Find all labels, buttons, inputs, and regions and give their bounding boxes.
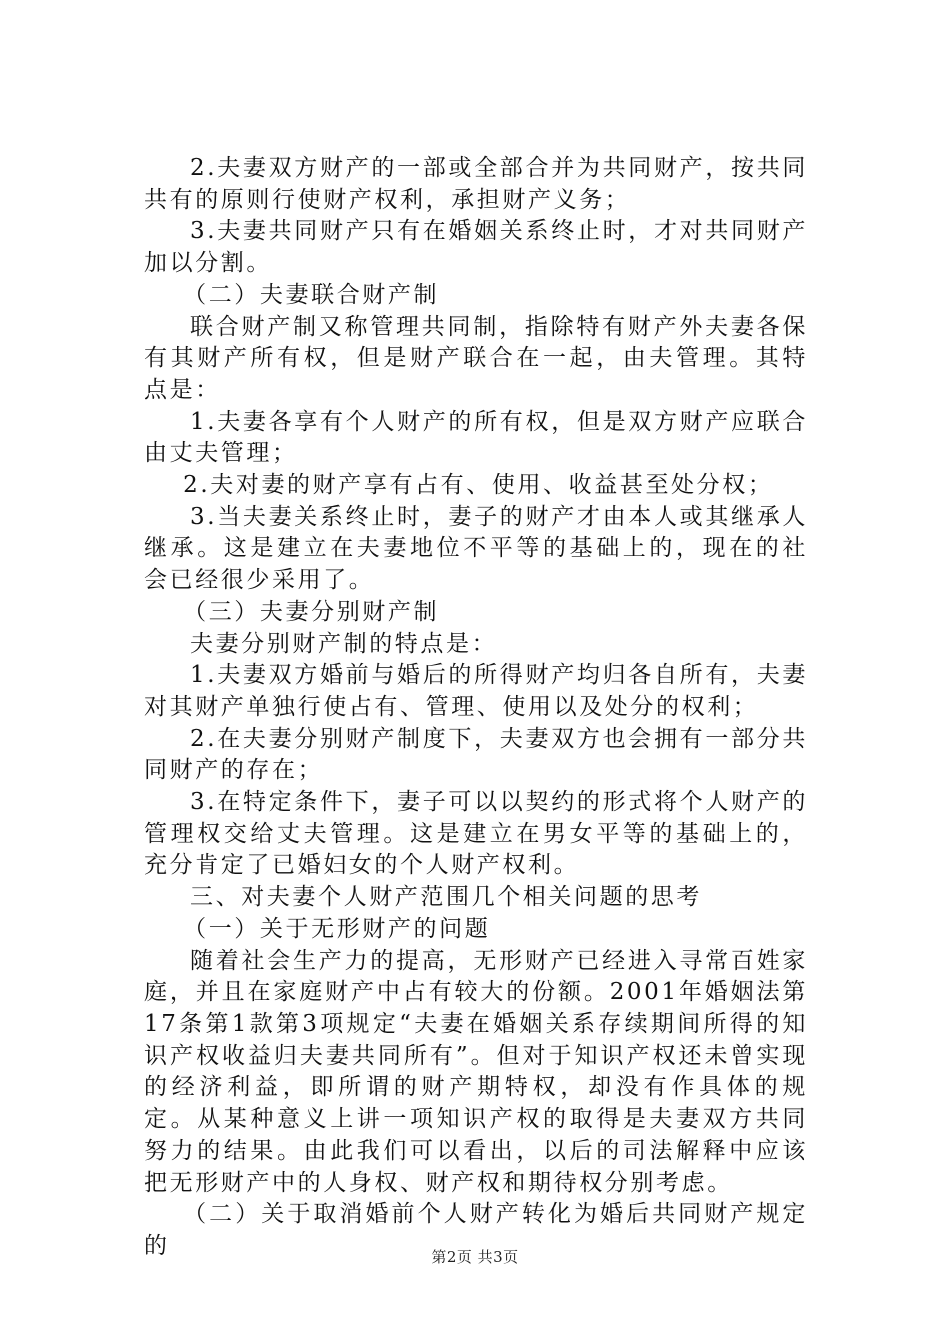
- paragraph-item: 2.在夫妻分别财产制度下，夫妻双方也会拥有一部分共同财产的存在；: [144, 725, 808, 784]
- paragraph-body: 夫妻分别财产制的特点是：: [190, 630, 498, 657]
- paragraph-item: 3.当夫妻关系终止时，妻子的财产才由本人或其继承人继承。这是建立在夫妻地位不平等的基础上的，现在的社会已经很少采用了。: [144, 503, 808, 594]
- sub-heading: （二）夫妻联合财产制: [183, 281, 440, 308]
- document-body: [144, 153, 808, 1263]
- page-number: 第2页 共3页: [431, 1248, 519, 1266]
- paragraph-item: 1.夫妻双方婚前与婚后的所得财产均归各自所有，夫妻对其财产单独行使占有、管理、使用以及处分的权利；: [144, 662, 808, 720]
- page-footer: [0, 1246, 950, 1267]
- section-heading: 三、对夫妻个人财产范围几个相关问题的思考: [190, 884, 702, 911]
- sub-heading: （三）夫妻分别财产制: [183, 598, 440, 625]
- paragraph-body: 随着社会生产力的提高，无形财产已经进入寻常百姓家庭，并且在家庭财产中占有较大的份额。2001年婚姻法第17条第1款第3项规定“夫妻在婚姻关系存续期间所得的知识产权收益归夫妻共同所有”。但对于知识产权还未曾实现的经济利益，即所谓的财产期特权，却没有作具体的规定。从某种意义上讲一项知识产权的取得是夫妻双方共同努力的结果。由此我们可以看出，以后的司法解释中应该把无形财产中的人身权、财产权和期待权分别考虑。: [144, 947, 808, 1196]
- paragraph-item: 2.夫对妻的财产享有占有、使用、收益甚至处分权；: [183, 472, 774, 499]
- paragraph-item: 2.夫妻双方财产的一部或全部合并为共同财产，按共同共有的原则行使财产权利，承担财产义务；: [144, 155, 808, 213]
- paragraph-item: 3.在特定条件下，妻子可以以契约的形式将个人财产的管理权交给丈夫管理。这是建立在男女平等的基础上的，充分肯定了已婚妇女的个人财产权利。: [144, 789, 808, 879]
- paragraph-item: 3.夫妻共同财产只有在婚姻关系终止时，才对共同财产加以分割。: [144, 218, 808, 277]
- paragraph-body: 联合财产制又称管理共同制，指除特有财产外夫妻各保有其财产所有权，但是财产联合在一起，由夫管理。其特点是：: [144, 313, 808, 403]
- sub-heading: （一）关于无形财产的问题: [183, 915, 491, 942]
- paragraph-item: 1.夫妻各享有个人财产的所有权，但是双方财产应联合由丈夫管理；: [144, 408, 808, 467]
- sub-heading: （二）关于取消婚前个人财产转化为婚后共同财产规定的: [144, 1201, 808, 1259]
